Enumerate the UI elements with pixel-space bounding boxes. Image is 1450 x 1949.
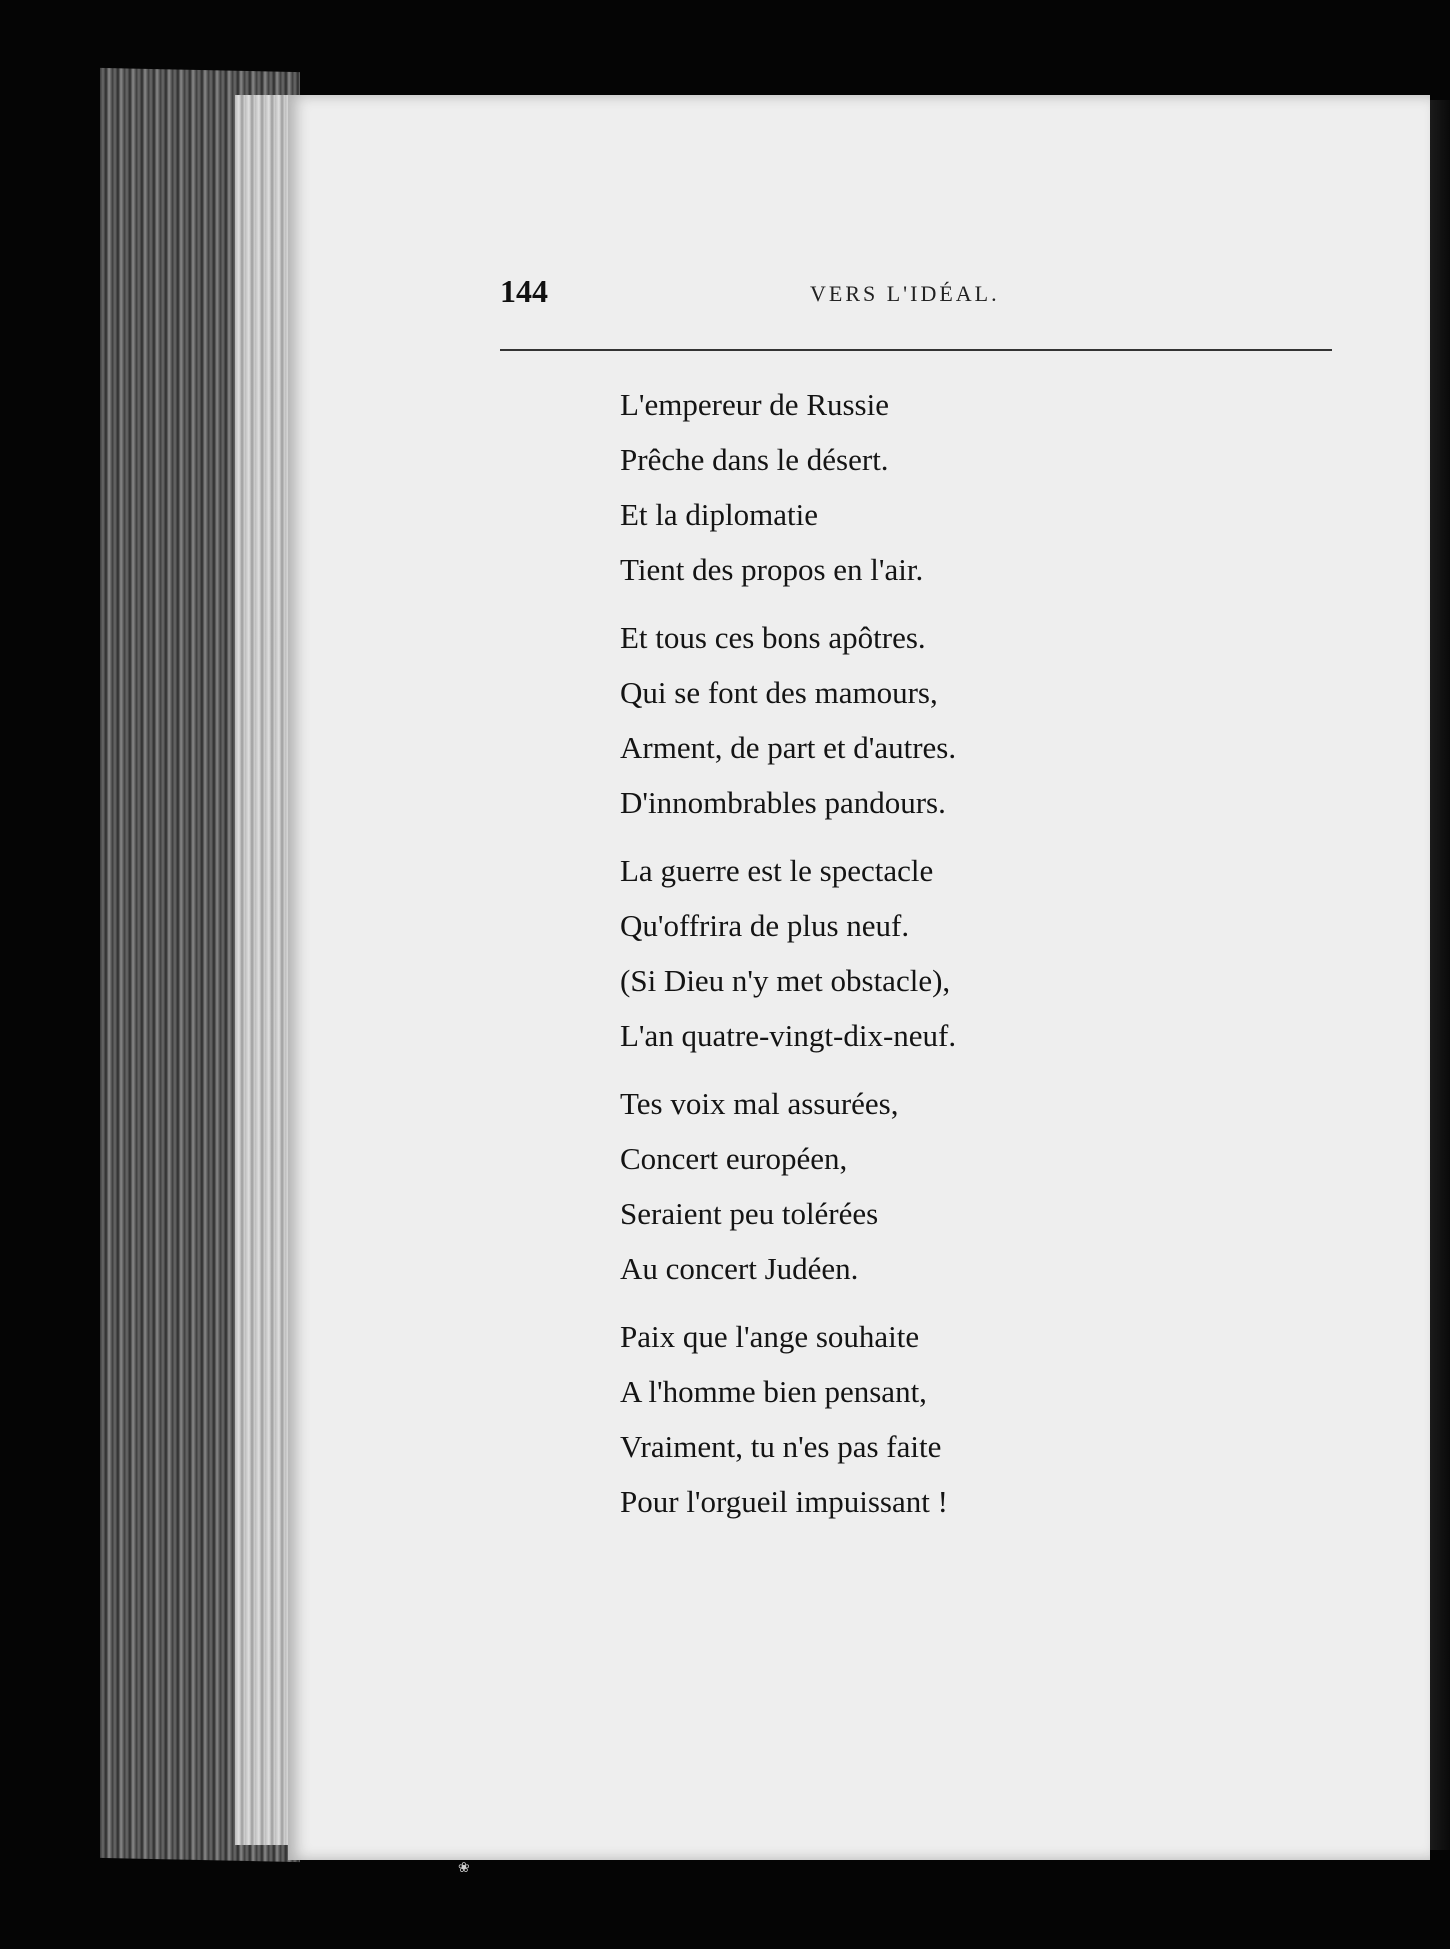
poem-line: Paix que l'ange souhaite [620,1319,920,1354]
poem-line: D'innombrables pandours. [620,785,946,820]
stanza-2 [620,610,1260,830]
poem-line: Tes voix mal assurées, [620,1086,899,1121]
poem-line: Concert européen, [620,1141,848,1176]
poem-line: L'an quatre-vingt-dix-neuf. [620,1018,957,1053]
stanza-5 [620,1309,1260,1529]
poem-line: Et la diplomatie [620,497,819,532]
poem-line: Seraient peu tolérées [620,1196,879,1231]
poem-line: Prêche dans le désert. [620,442,889,477]
poem-line: Vraiment, tu n'es pas faite [620,1429,942,1464]
poem-line: Tient des propos en l'air. [620,552,924,587]
poem-line: Et tous ces bons apôtres. [620,620,926,655]
poem-line: Qu'offrira de plus neuf. [620,908,910,943]
stanza-1 [620,377,1260,597]
poem-line: A l'homme bien pensant, [620,1374,927,1409]
poem-line: Arment, de part et d'autres. [620,730,957,765]
poem-line: (Si Dieu n'y met obstacle), [620,963,951,998]
poem-line: Au concert Judéen. [620,1251,859,1286]
poem-line: Qui se font des mamours, [620,675,938,710]
poem-line: La guerre est le spectacle [620,853,934,888]
stanza-4 [620,1076,1260,1296]
page-header [500,273,1332,323]
poem-line: Pour l'orgueil impuissant ! [620,1484,948,1519]
ornament-icon: ❀ [458,1861,470,1876]
stanza-3 [620,843,1260,1063]
poem-line: L'empereur de Russie [620,387,889,422]
running-title: VERS L'IDÉAL. [810,281,1000,306]
book-page-edges-light [235,95,295,1845]
header-rule [500,349,1332,351]
poem [620,377,1260,1542]
page-number: 144 [500,273,548,309]
book-page [288,95,1430,1860]
